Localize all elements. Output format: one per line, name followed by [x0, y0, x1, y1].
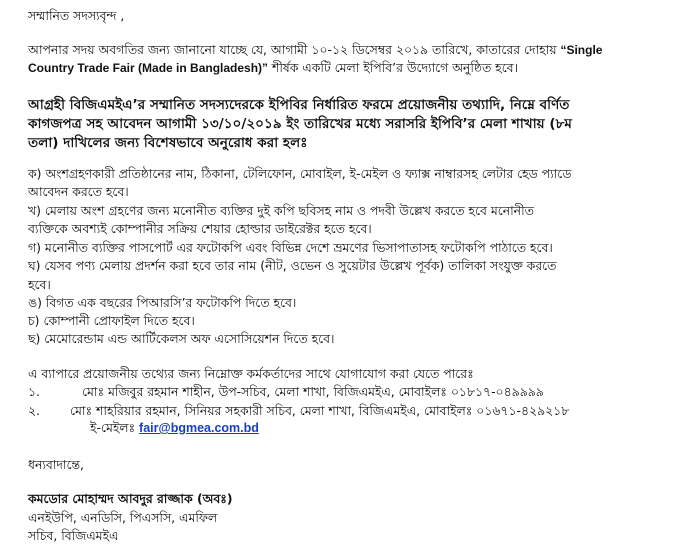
contact-intro: এ ব্যাপারে প্রয়োজনীয় তথ্যের জন্য নিম্নোক্ত কর্মকর্তাদের সাথে যোগাযোগ করা যেতে পারেঃ [28, 366, 474, 381]
requirement-line: হবে। [28, 277, 51, 292]
intro-text-end: শীর্ষক একটি মেলা ইপিবি’র উদ্যোগে অনুষ্ঠিত হবে। [268, 60, 518, 75]
signer-title: সচিব, বিজিএমইএ [28, 528, 119, 543]
email-row [90, 420, 259, 436]
intro-line-2 [28, 60, 518, 76]
requirement-line: খ) মেলায় অংশ গ্রহণের জন্য মনোনীত ব্যক্তির দুই কপি ছবিসহ নাম ও পদবী উল্লেখ করতে হবে মনোনীত [28, 203, 534, 218]
contact-number: ২. [28, 403, 40, 418]
email-link[interactable]: fair@bgmea.com.bd [139, 421, 259, 435]
signer-credentials: এনইউপি, এনডিসি, পিএসসি, এমফিল [28, 510, 218, 525]
request-line-2: কাগজপত্র সহ আবেদন আগামী ১৩/১০/২০১৯ ইং তারিখের মধ্যে সরাসরি ইপিবি’র মেলা শাখায় (৮ম [28, 116, 572, 132]
contact-number: ১. [28, 384, 40, 399]
requirement-line: ছ) মেমোরেন্ডাম এন্ড আর্টিকেলস অফ এসোসিয়েশন দিতে হবে। [28, 331, 335, 346]
closing: ধন্যবাদান্তে, [28, 457, 84, 472]
contact-row [28, 384, 544, 400]
requirement-line: ব্যক্তিকে অবশ্যই কোম্পানীর সক্রিয় শেয়ার হোল্ডার ডাইরেক্টর হতে হবে। [28, 221, 372, 236]
intro-text: আপনার সদয় অবগতির জন্য জানানো যাচ্ছে যে, আগামী ১০-১২ ডিসেম্বর ২০১৯ তারিখে, কাতারের দোহায় [28, 42, 561, 57]
requirement-line: গ) মনোনীত ব্যক্তির পাসপোর্ট এর ফটোকপি এবং বিভিন্ন দেশে ভ্রমণের ভিসাপাতাসহ ফটোকপি পাঠাতে হবে। [28, 240, 553, 255]
contact-row [28, 403, 570, 419]
request-line-1: আগ্রহী বিজিএমইএ’র সম্মানিত সদস্যদেরকে ইপিবির নির্ধারিত ফরমে প্রয়োজনীয় তথ্যাদি, নিম্নে বর্ণিত [28, 97, 570, 113]
requirement-line: ক) অংশগ্রহণকারী প্রতিষ্ঠানের নাম, ঠিকানা, টেলিফোন, মোবাইল, ই-মেইল ও ফ্যাক্স নাম্বারসহ লেটার হেড প্যাডে [28, 166, 572, 181]
requirement-line: ঙ) বিগত এক বছরের পিআরসি’র ফটোকপি দিতে হবে। [28, 295, 297, 310]
intro-line-1 [28, 42, 602, 58]
requirement-line: চ) কোম্পানী প্রোফাইল দিতে হবে। [28, 313, 195, 328]
email-label: ই-মেইলঃ [90, 420, 140, 435]
request-line-3: তলা) দাখিলের জন্য বিশেষভাবে অনুরোধ করা হলঃ [28, 135, 308, 151]
fair-name-part-2: Country Trade Fair (Made in Bangladesh)” [28, 61, 269, 75]
fair-name-part-1: “Single [560, 43, 603, 57]
requirement-line: আবেদন করতে হবে। [28, 184, 129, 199]
contact-text: মোঃ শাহরিয়ার রহমান, সিনিয়র সহকারী সচিব, মেলা শাখা, বিজিএমইএ, মোবাইলঃ ০১৬৭১-৪২৯২১৮ [70, 403, 570, 418]
requirement-line: ঘ) যেসব পণ্য মেলায় প্রদর্শন করা হবে তার নাম (নীট, ওভেন ও সুয়েটার উল্লেখ পূর্বক) তালিকা সংযুক্ত করতে [28, 258, 557, 273]
signer-name: কমডোর মোহাম্মদ আবদুর রাজ্জাক (অবঃ) [28, 491, 233, 506]
salutation: সম্মানিত সদস্যবৃন্দ , [28, 8, 125, 23]
contact-text: মোঃ মজিবুর রহমান শাহীন, উপ-সচিব, মেলা শাখা, বিজিএমইএ, মোবাইলঃ ০১৮১৭-০৪৯৯৯৯ [82, 384, 544, 399]
